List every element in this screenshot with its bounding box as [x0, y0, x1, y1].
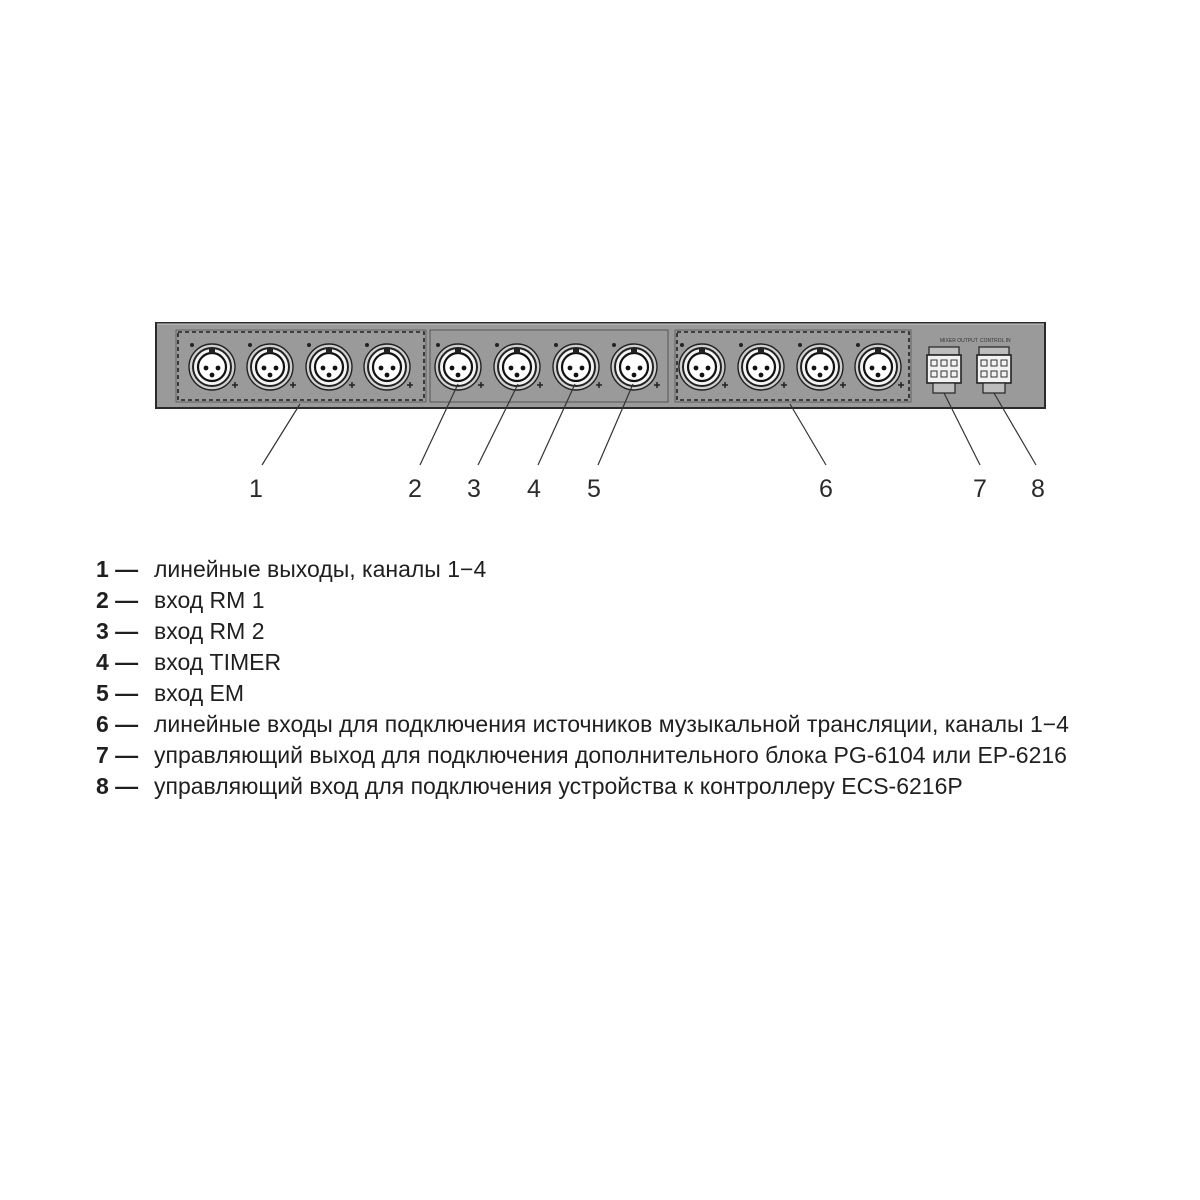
legend-item-1	[96, 554, 1156, 585]
connector-label-7: MIXER OUTPUT	[940, 338, 978, 344]
legend-text: вход RM 2	[154, 618, 265, 644]
legend-item-7	[96, 740, 1156, 771]
legend-item-5	[96, 678, 1156, 709]
legend-key: 2 —	[96, 587, 139, 613]
callout-3: 3	[467, 475, 481, 503]
callout-1: 1	[249, 475, 263, 503]
legend-key: 5 —	[96, 680, 139, 706]
legend-item-2	[96, 585, 1156, 616]
legend-text: вход EM	[154, 680, 245, 706]
connector-label-8: CONTROL IN	[980, 338, 1011, 344]
legend-key: 8 —	[96, 773, 139, 799]
callout-numbers	[249, 475, 1045, 503]
rear-panel-diagram	[0, 0, 1200, 520]
legend-item-8	[96, 771, 1156, 802]
callout-4: 4	[527, 475, 541, 503]
legend-key: 6 —	[96, 711, 139, 737]
legend	[96, 554, 1156, 802]
legend-item-6	[96, 709, 1156, 740]
legend-text: вход TIMER	[154, 649, 282, 675]
callout-6: 6	[819, 475, 833, 503]
legend-text: линейные выходы, каналы 1−4	[154, 556, 487, 582]
legend-key: 3 —	[96, 618, 139, 644]
legend-text: управляющий вход для подключения устройства к контроллеру ECS-6216P	[154, 773, 963, 799]
legend-item-4	[96, 647, 1156, 678]
callout-2: 2	[408, 475, 422, 503]
legend-item-3	[96, 616, 1156, 647]
legend-key: 4 —	[96, 649, 139, 675]
callout-8: 8	[1031, 475, 1045, 503]
legend-key: 1 —	[96, 556, 139, 582]
callout-5: 5	[587, 475, 601, 503]
callout-7: 7	[973, 475, 987, 503]
legend-text: линейные входы для подключения источников музыкальной трансляции, каналы 1−4	[154, 711, 1069, 737]
legend-text: вход RM 1	[154, 587, 265, 613]
legend-text: управляющий выход для подключения дополнительного блока PG-6104 или EP-6216	[154, 742, 1067, 768]
legend-key: 7 —	[96, 742, 139, 768]
